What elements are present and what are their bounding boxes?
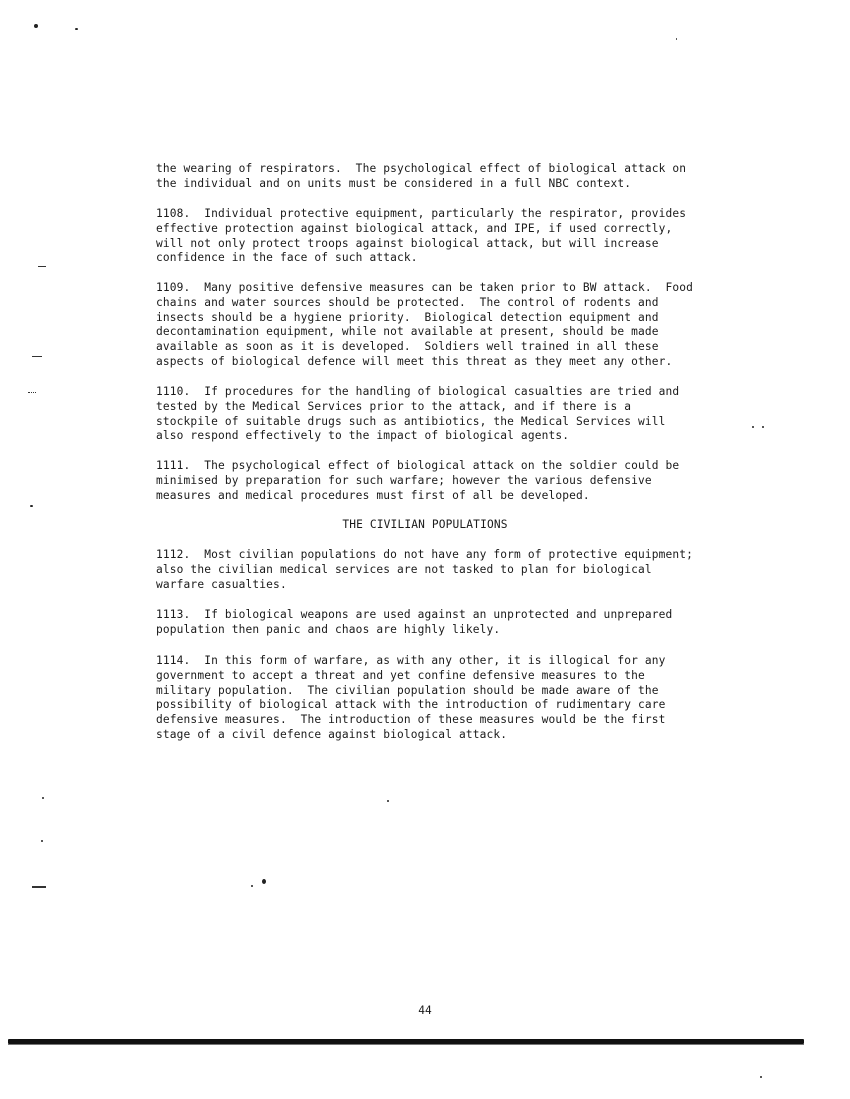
section-heading: THE CIVILIAN POPULATIONS bbox=[342, 518, 508, 531]
scan-speck bbox=[676, 38, 677, 40]
scan-speck bbox=[34, 24, 38, 28]
scan-mark bbox=[32, 356, 42, 357]
bottom-rule-shadow bbox=[8, 1044, 804, 1045]
paragraph-1110: 1110. If procedures for the handling of biological casualties are tried and tested by the Medical Services prior to the attack, and if there is a stockpile of suitable drugs such as antibiotics, the Medical Services will also respond effectively to the impact of biological agents. bbox=[156, 385, 680, 443]
page-number: 44 bbox=[418, 1004, 432, 1017]
paragraph-1114: 1114. In this form of warfare, as with any other, it is illogical for any government to accept a threat and yet confine defensive measures to the military population. The civilian population should be made aware of the possibility of biological attack with the introduction of rudimentary care defensive measures. The introduction of these measures would be the first stage of a civil defence against biological attack. bbox=[156, 654, 666, 741]
paragraph-continuation: the wearing of respirators. The psychological effect of biological attack on the individual and on units must be considered in a full NBC context. bbox=[156, 162, 687, 190]
scan-mark bbox=[38, 266, 46, 267]
scan-mark bbox=[32, 886, 46, 888]
scan-speck bbox=[760, 1076, 762, 1078]
scan-speck bbox=[42, 797, 44, 799]
paragraph-1109: 1109. Many positive defensive measures can be taken prior to BW attack. Food chains and water sources should be protected. The control of rodents and insects should be a hygiene priority. Biological detection equipment and decontamination equipment, while not available at present, should be made available as soon as it is developed. Soldiers well trained in all these aspects of biological defence will meet this threat as they meet any other. bbox=[156, 281, 694, 368]
paragraph-1112: 1112. Most civilian populations do not have any form of protective equipment; also the civilian medical services are not tasked to plan for biological warfare casualties. bbox=[156, 548, 694, 591]
scan-speck bbox=[75, 28, 78, 30]
scan-speck bbox=[30, 505, 33, 507]
scan-speck bbox=[387, 800, 389, 802]
scan-mark bbox=[28, 392, 36, 394]
scan-speck bbox=[752, 426, 754, 428]
scan-speck bbox=[41, 840, 43, 842]
scan-speck bbox=[762, 426, 764, 428]
scan-speck bbox=[251, 885, 253, 887]
paragraph-1113: 1113. If biological weapons are used against an unprotected and unprepared population then panic and chaos are highly likely. bbox=[156, 608, 673, 636]
paragraph-1108: 1108. Individual protective equipment, particularly the respirator, provides effective protection against biological attack, and IPE, if used correctly, will not only protect troops against biological attack, but will increase confidence in the face of such attack. bbox=[156, 207, 687, 265]
scan-speck bbox=[262, 879, 266, 884]
paragraph-1111: 1111. The psychological effect of biological attack on the soldier could be minimised by preparation for such warfare; however the various defensive measures and medical procedures must first of all be developed. bbox=[156, 459, 680, 502]
